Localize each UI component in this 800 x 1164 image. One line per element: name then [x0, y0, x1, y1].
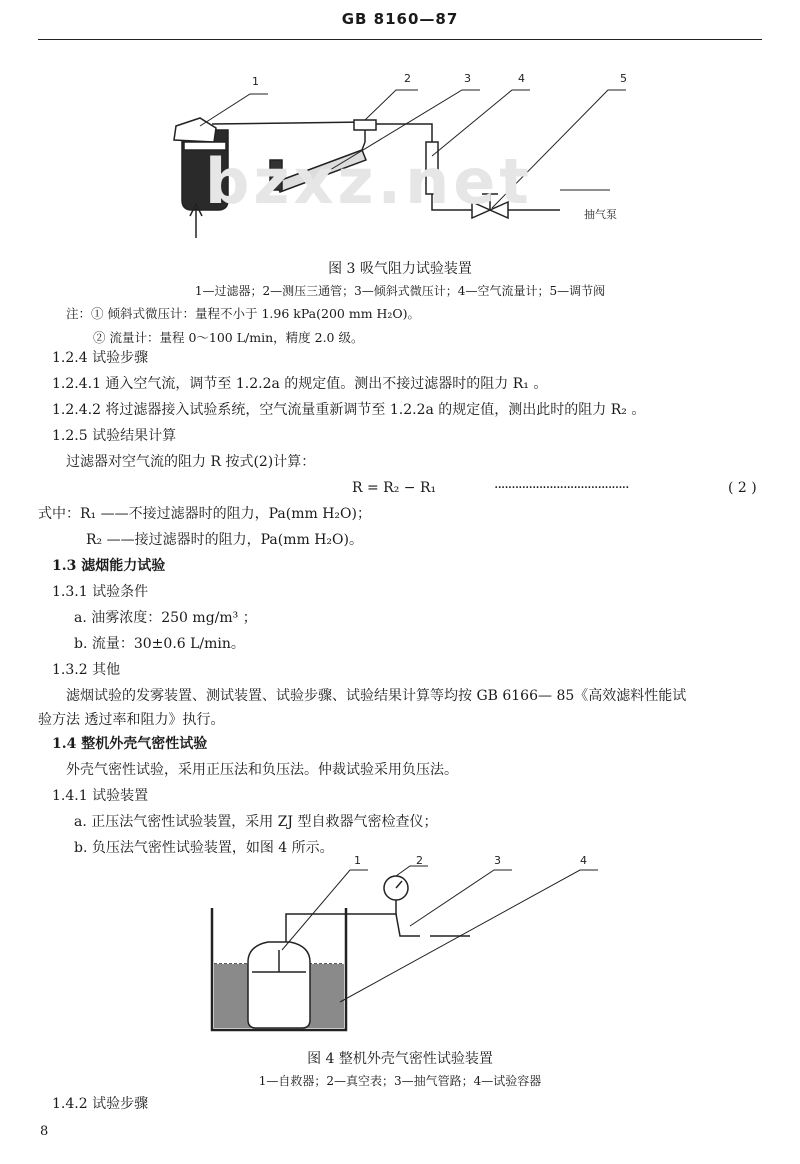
section-1-3-2: 1.3.2 其他	[52, 662, 121, 678]
para-1-3-2-line1: 滤烟试验的发雾装置、测试装置、试验步骤、试验结果计算等均按 GB 6166— 85《高效滤料性能试	[66, 688, 687, 704]
section-1-2-5: 1.2.5 试验结果计算	[52, 428, 177, 444]
fig3-label-3: 3	[464, 72, 471, 85]
condition-a: a. 油雾浓度：250 mg/m³ ；	[74, 610, 257, 626]
section-1-3: 1.3 滤烟能力试验	[52, 558, 166, 574]
apparatus-b: b. 负压法气密性试验装置，如图 4 所示。	[74, 840, 334, 856]
fig4-label-1: 1	[354, 854, 361, 867]
fig3-label-5: 5	[620, 72, 627, 85]
fig4-label-4: 4	[580, 854, 587, 867]
section-1-3-1: 1.3.1 试验条件	[52, 584, 149, 600]
figure-4-caption: 图 4 整机外壳气密性试验装置	[307, 1051, 493, 1067]
figure-3-note-2: ② 流量计：量程 0～100 L/min，精度 2.0 级。	[93, 330, 364, 345]
para-1-2-4-1: 1.2.4.1 通入空气流，调节至 1.2.2a 的规定值。测出不接过滤器时的阻力 R₁ 。	[52, 376, 548, 392]
figure-4-legend: 1—自救器；2—真空表；3—抽气管路；4—试验容器	[258, 1074, 542, 1088]
figure-3-legend: 1—过滤器；2—测压三通管；3—倾斜式微压计；4—空气流量计；5—调节阀	[194, 284, 606, 298]
apparatus-a: a. 正压法气密性试验装置，采用 ZJ 型自救器气密检查仪；	[74, 814, 438, 830]
fig4-label-3: 3	[494, 854, 501, 867]
para-1-3-2-line2: 验方法 透过率和阻力》执行。	[38, 712, 225, 728]
fig3-label-2: 2	[404, 72, 411, 85]
section-1-4: 1.4 整机外壳气密性试验	[52, 736, 208, 752]
formula-leader: ·······································	[494, 480, 629, 496]
para-1-4: 外壳气密性试验，采用正压法和负压法。仲裁试验采用负压法。	[66, 762, 458, 778]
formula-number: ( 2 )	[728, 480, 757, 496]
figure-3-caption: 图 3 吸气阻力试验装置	[328, 261, 472, 277]
pump-label: 抽气泵	[584, 208, 617, 221]
fig3-label-4: 4	[518, 72, 525, 85]
section-1-4-2: 1.4.2 试验步骤	[52, 1096, 149, 1112]
fig3-label-1: 1	[252, 75, 259, 88]
watermark: bzxz.net	[205, 145, 533, 218]
standard-code-header: GB 8160—87	[341, 10, 459, 28]
where-r2: R₂ ——接过滤器时的阻力，Pa(mm H₂O)。	[86, 532, 363, 548]
header-rule	[38, 39, 762, 40]
fig4-label-2: 2	[416, 854, 423, 867]
section-1-2-4: 1.2.4 试验步骤	[52, 350, 149, 366]
pressure-tee	[354, 120, 376, 130]
figure-3-note-1: 注：① 倾斜式微压计：量程不小于 1.96 kPa(200 mm H₂O)。	[66, 306, 421, 321]
where-r1: 式中：R₁ ——不接过滤器时的阻力，Pa(mm H₂O)；	[38, 506, 371, 522]
para-1-2-4-2: 1.2.4.2 将过滤器接入试验系统，空气流量重新调节至 1.2.2a 的规定值，测出此时的阻力 R₂ 。	[52, 402, 646, 418]
filter-top	[174, 118, 216, 142]
section-1-4-1: 1.4.1 试验装置	[52, 788, 149, 804]
tube-filter-tee	[212, 122, 366, 124]
page-number: 8	[40, 1124, 49, 1139]
figure-4-diagram	[0, 852, 800, 1042]
calc-intro: 过滤器对空气流的阻力 R 按式(2)计算：	[66, 454, 316, 470]
formula-2: R = R₂ − R₁	[352, 480, 437, 496]
condition-b: b. 流量：30±0.6 L/min。	[74, 636, 245, 652]
